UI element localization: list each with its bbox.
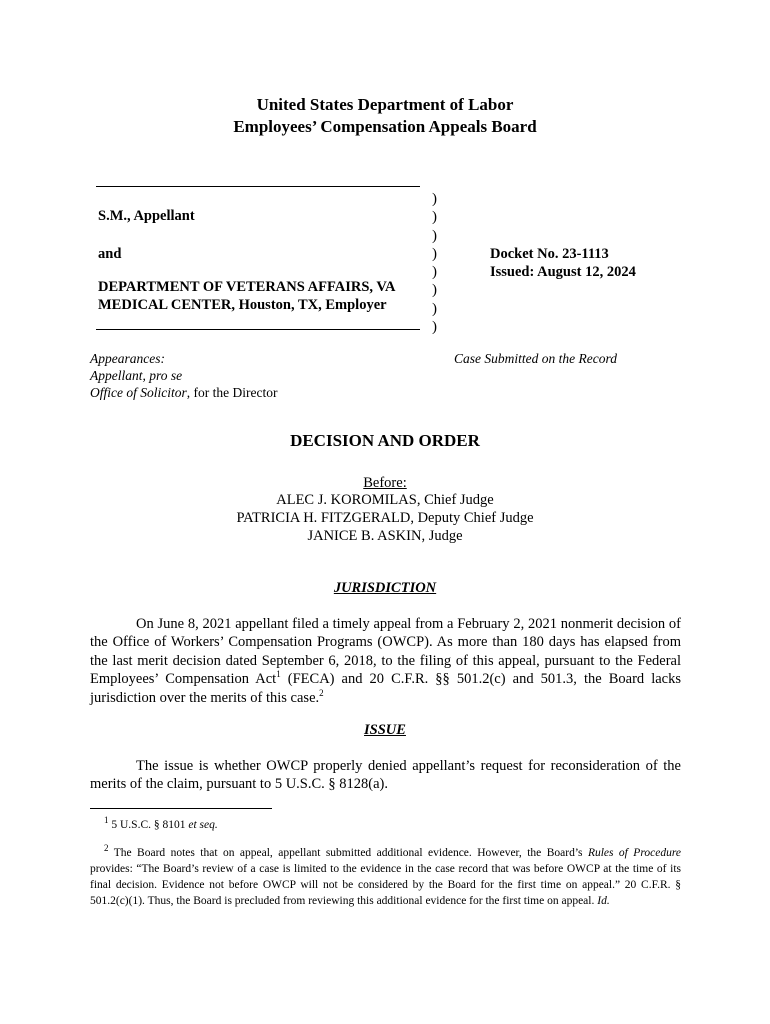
footnote-2-id: Id.	[597, 895, 610, 907]
footnote-2-text-b: provides: “The Board’s review of a case is limited to the evidence in the case record that was before OWCP at the time of its final decision. Evidence not before OWCP will not be considered by the Board for the first time on appeal.” 20 C.F.R. § 501.2(c)(1). Thus, the Board is precluded from reviewing this additional evidence for the first time on appeal.	[90, 863, 681, 907]
solicitor-office: Office of Solicitor	[90, 385, 187, 400]
agency-name: United States Department of Labor	[256, 95, 514, 114]
issue-paragraph	[90, 757, 681, 794]
paren: )	[432, 300, 437, 317]
jurisdiction-heading: JURISDICTION	[333, 580, 437, 596]
appearances-label: Appearances:	[90, 351, 165, 366]
caption-top-rule	[96, 186, 420, 187]
appellant-party: S.M., Appellant	[98, 208, 195, 224]
paren: )	[432, 264, 437, 281]
and-separator: and	[98, 246, 122, 262]
footnote-1-number: 1	[104, 815, 109, 826]
issue-text: The issue is whether OWCP properly denied appellant’s request for reconsideration of the merits of the claim, pursuant to 5 U.S.C. § 8128(a).	[90, 758, 681, 793]
judge-deputy-chief: PATRICIA H. FITZGERALD, Deputy Chief Judge	[236, 510, 534, 526]
employer-party-line1: DEPARTMENT OF VETERANS AFFAIRS, VA	[98, 279, 396, 295]
footnote-ref-2[interactable]: 2	[319, 687, 324, 698]
footnote-1-italic: et seq.	[188, 819, 218, 831]
jurisdiction-text-b: (FECA) and 20 C.F.R. §§ 501.2(c) and 501.3, the Board lacks jurisdiction over the merits of this case.	[90, 671, 682, 706]
solicitor-role: , for the Director	[186, 385, 278, 400]
footnote-separator	[90, 808, 272, 809]
footnote-2	[90, 845, 681, 909]
director-representation	[90, 384, 277, 401]
caption-parentheses	[432, 190, 437, 336]
employer-party-line2: MEDICAL CENTER, Houston, TX, Employer	[98, 297, 387, 313]
jurisdiction-paragraph	[90, 615, 681, 707]
paren: )	[432, 209, 437, 226]
footnote-2-text-a: The Board notes that on appeal, appellant submitted additional evidence. However, the Board’s	[108, 847, 588, 859]
appellant-representation: Appellant, pro se	[90, 368, 183, 383]
caption-bottom-rule	[96, 329, 420, 330]
docket-number: Docket No. 23-1113	[490, 246, 609, 262]
footnote-2-number: 2	[104, 843, 109, 854]
before-label	[0, 474, 770, 492]
paren: )	[432, 227, 437, 244]
issue-heading: ISSUE	[364, 722, 406, 738]
judge-chief: ALEC J. KOROMILAS, Chief Judge	[276, 492, 494, 508]
footnote-1	[90, 817, 681, 833]
footnote-ref-1[interactable]: 1	[276, 669, 281, 680]
paren: )	[432, 191, 437, 207]
paren: )	[432, 319, 437, 336]
paren: )	[432, 282, 437, 299]
decision-title: DECISION AND ORDER	[290, 431, 480, 450]
case-submitted-note: Case Submitted on the Record	[454, 351, 617, 366]
issued-date: Issued: August 12, 2024	[490, 264, 636, 280]
paren: )	[432, 245, 437, 262]
board-name: Employees’ Compensation Appeals Board	[233, 117, 537, 136]
footnote-1-text: 5 U.S.C. § 8101	[108, 819, 189, 831]
footnote-2-rules-title: Rules of Procedure	[587, 847, 681, 859]
judge-associate: JANICE B. ASKIN, Judge	[307, 528, 463, 544]
before-text: Before:	[363, 475, 407, 491]
jurisdiction-text-a: On June 8, 2021 appellant filed a timely appeal from a February 2, 2021 nonmerit decision of the Office of Workers’ Compensation Programs (OWCP). As more than 180 days has elapsed from the last merit decision dated September 6, 2018, to the filing of this appeal, pursuant to the Federal Employees’ Compensation Act	[90, 616, 681, 688]
